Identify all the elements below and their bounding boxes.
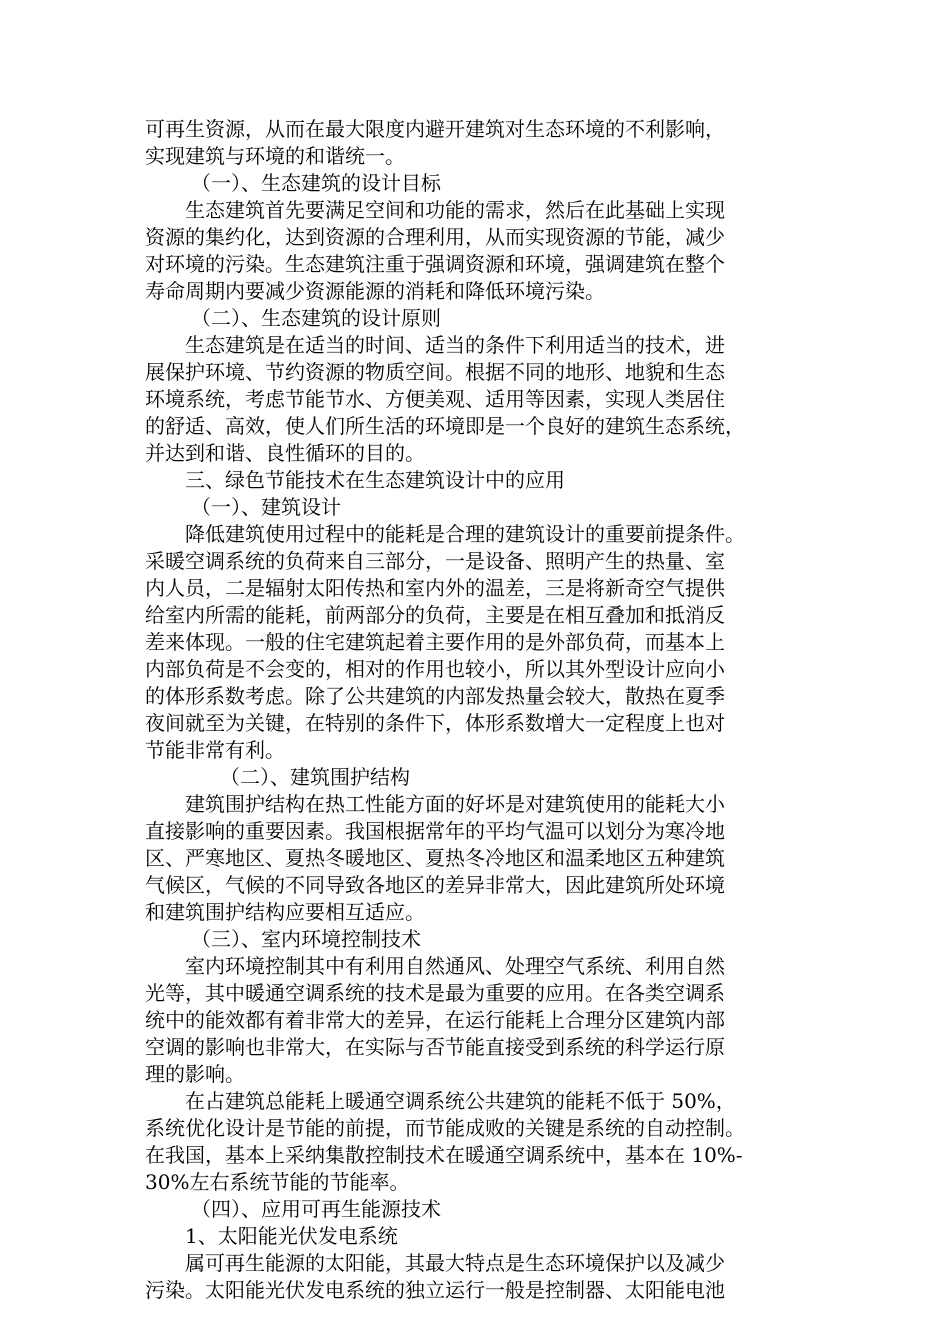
text-line: （一）、建筑设计 bbox=[191, 495, 341, 519]
text-line: 资源的集约化，达到资源的合理利用，从而实现资源的节能，减少 bbox=[145, 225, 725, 249]
text-line: 降低建筑使用过程中的能耗是合理的建筑设计的重要前提条件。 bbox=[185, 522, 745, 546]
text-line: 采暖空调系统的负荷来自三部分，一是设备、照明产生的热量、室 bbox=[145, 549, 725, 573]
document-page bbox=[145, 116, 815, 1304]
text-line: 统中的能效都有着非常大的差异，在运行能耗上合理分区建筑内部 bbox=[145, 1008, 725, 1032]
text-line: （二）、生态建筑的设计原则 bbox=[191, 306, 441, 330]
text-line: 光等，其中暖通空调系统的技术是最为重要的应用。在各类空调系 bbox=[145, 981, 725, 1005]
text-line: 实现建筑与环境的和谐统一。 bbox=[145, 144, 405, 168]
text-line: 区、严寒地区、夏热冬暖地区、夏热冬冷地区和温柔地区五种建筑 bbox=[145, 846, 725, 870]
text-line: （二）、建筑围护结构 bbox=[220, 765, 410, 789]
text-line: 室内环境控制其中有利用自然通风、处理空气系统、利用自然 bbox=[185, 954, 725, 978]
text-line: 对环境的污染。生态建筑注重于强调资源和环境，强调建筑在整个 bbox=[145, 252, 725, 276]
text-line: （一）、生态建筑的设计目标 bbox=[191, 171, 441, 195]
text-line: 生态建筑是在适当的时间、适当的条件下利用适当的技术，进 bbox=[185, 333, 725, 357]
text-line: 展保护环境、节约资源的物质空间。根据不同的地形、地貌和生态 bbox=[145, 360, 725, 384]
text-line: 给室内所需的能耗，前两部分的负荷，主要是在相互叠加和抵消反 bbox=[145, 603, 725, 627]
text-line: （四）、应用可再生能源技术 bbox=[191, 1197, 441, 1221]
text-line: 生态建筑首先要满足空间和功能的需求，然后在此基础上实现 bbox=[185, 198, 725, 222]
text-line: 气候区，气候的不同导致各地区的差异非常大，因此建筑所处环境 bbox=[145, 873, 725, 897]
text-line: 可再生资源，从而在最大限度内避开建筑对生态环境的不利影响， bbox=[145, 117, 725, 141]
text-line: 直接影响的重要因素。我国根据常年的平均气温可以划分为寒冷地 bbox=[145, 819, 725, 843]
text-line: 1、太阳能光伏发电系统 bbox=[185, 1224, 398, 1248]
text-line: 建筑围护结构在热工性能方面的好坏是对建筑使用的能耗大小 bbox=[185, 792, 725, 816]
text-line: 30%左右系统节能的节能率。 bbox=[145, 1170, 410, 1194]
text-line: 在占建筑总能耗上暖通空调系统公共建筑的能耗不低于 50%， bbox=[185, 1089, 736, 1113]
text-line: 并达到和谐、良性循环的目的。 bbox=[145, 441, 425, 465]
text-line: 在我国，基本上采纳集散控制技术在暖通空调系统中，基本在 10%- bbox=[145, 1143, 743, 1167]
text-line: 内人员，二是辐射太阳传热和室内外的温差，三是将新奇空气提供 bbox=[145, 576, 725, 600]
text-line: 寿命周期内要减少资源能源的消耗和降低环境污染。 bbox=[145, 279, 605, 303]
text-line: 理的影响。 bbox=[145, 1062, 245, 1086]
text-line: 差来体现。一般的住宅建筑起着主要作用的是外部负荷，而基本上 bbox=[145, 630, 725, 654]
text-line: 内部负荷是不会变的，相对的作用也较小，所以其外型设计应向小 bbox=[145, 657, 725, 681]
text-line: 环境系统，考虑节能节水、方便美观、适用等因素，实现人类居住 bbox=[145, 387, 725, 411]
text-line: 三、绿色节能技术在生态建筑设计中的应用 bbox=[185, 468, 565, 492]
text-line: 和建筑围护结构应要相互适应。 bbox=[145, 900, 425, 924]
text-line: 污染。太阳能光伏发电系统的独立运行一般是控制器、太阳能电池 bbox=[145, 1278, 725, 1302]
text-line: （三）、室内环境控制技术 bbox=[191, 927, 421, 951]
text-line: 的体形系数考虑。除了公共建筑的内部发热量会较大，散热在夏季 bbox=[145, 684, 725, 708]
text-line: 夜间就至为关键，在特别的条件下，体形系数增大一定程度上也对 bbox=[145, 711, 725, 735]
text-line: 的舒适、高效，使人们所生活的环境即是一个良好的建筑生态系统， bbox=[145, 414, 745, 438]
text-line: 属可再生能源的太阳能，其最大特点是生态环境保护以及减少 bbox=[185, 1251, 725, 1275]
text-line: 节能非常有利。 bbox=[145, 738, 285, 762]
text-line: 空调的影响也非常大，在实际与否节能直接受到系统的科学运行原 bbox=[145, 1035, 725, 1059]
text-line: 系统优化设计是节能的前提，而节能成败的关键是系统的自动控制。 bbox=[145, 1116, 745, 1140]
